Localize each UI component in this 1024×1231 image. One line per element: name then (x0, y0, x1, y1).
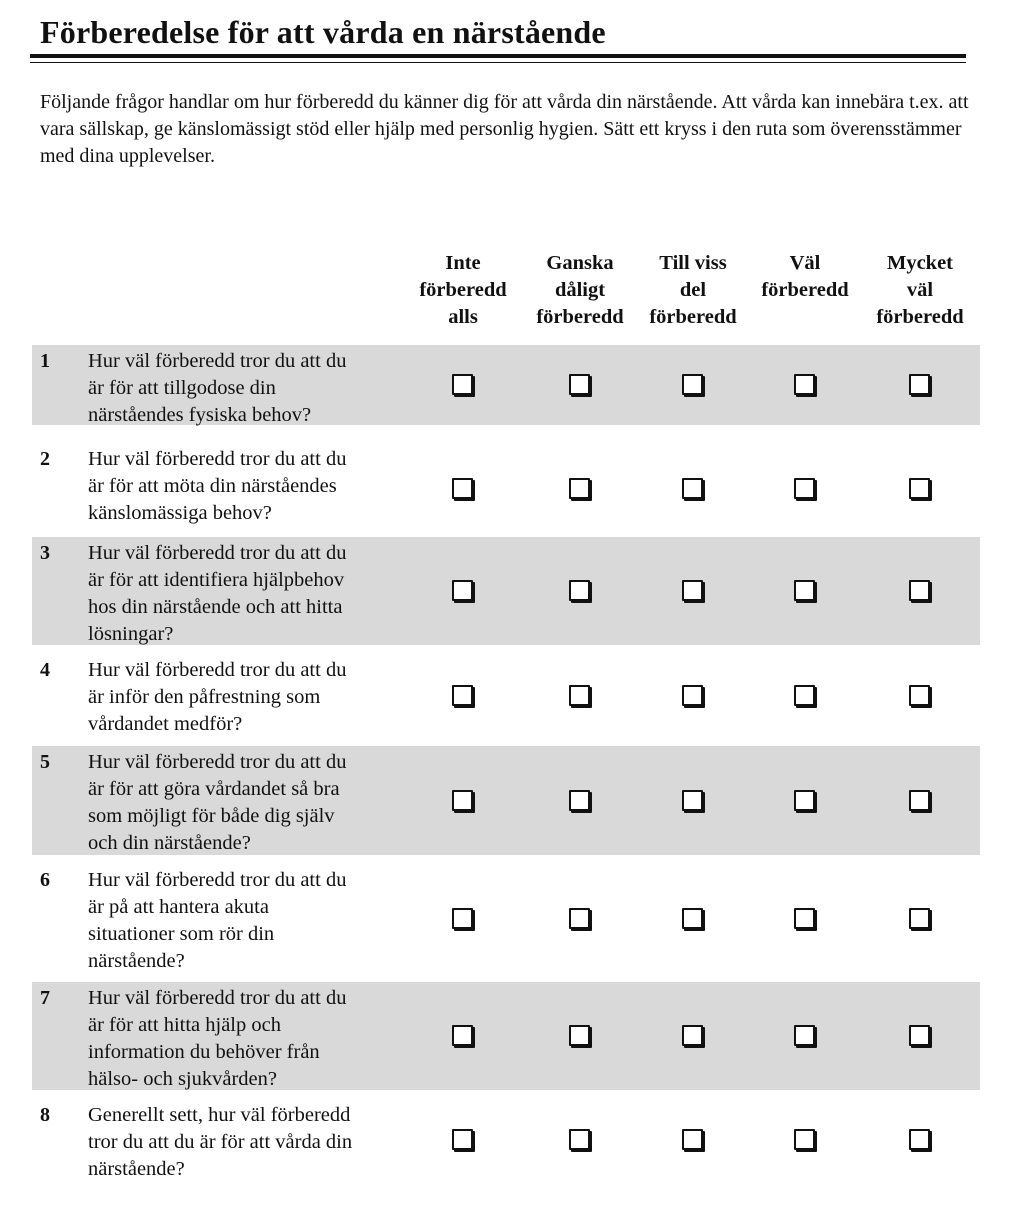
checkbox-ganska-daligt-forberedd[interactable] (569, 580, 590, 601)
question-text: Hur väl förberedd tror du att du är för att hitta hjälp och information du behöver från hälso- och sjukvården? (88, 987, 347, 1090)
checkbox-val-forberedd[interactable] (794, 1129, 815, 1150)
checkbox-ganska-daligt-forberedd[interactable] (569, 1129, 590, 1150)
page-title: Förberedelse för att vårda en närstående (40, 14, 606, 50)
checkbox-inte-forberedd-alls[interactable] (452, 685, 473, 706)
checkbox-mycket-val-forberedd[interactable] (909, 685, 930, 706)
column-header-till-viss-del-forberedd: Till viss del förberedd (649, 252, 737, 328)
checkbox-till-viss-del-forberedd[interactable] (682, 580, 703, 601)
question-text: Hur väl förberedd tror du att du är för att göra vårdandet så bra som möjligt för både dig själv och din närstående? (88, 751, 347, 854)
question-row (32, 855, 980, 982)
question-number: 2 (40, 448, 50, 470)
checkbox-val-forberedd[interactable] (794, 790, 815, 811)
question-row (32, 746, 980, 855)
title-underline-thin (30, 62, 966, 63)
column-header-inte-forberedd-alls: Inte förberedd alls (419, 252, 507, 328)
question-row (32, 537, 980, 645)
checkbox-inte-forberedd-alls[interactable] (452, 580, 473, 601)
checkbox-till-viss-del-forberedd[interactable] (682, 790, 703, 811)
column-header-val-forberedd: Väl förberedd (761, 252, 849, 301)
checkbox-mycket-val-forberedd[interactable] (909, 790, 930, 811)
checkbox-till-viss-del-forberedd[interactable] (682, 1129, 703, 1150)
checkbox-inte-forberedd-alls[interactable] (452, 908, 473, 929)
checkbox-mycket-val-forberedd[interactable] (909, 478, 930, 499)
checkbox-inte-forberedd-alls[interactable] (452, 790, 473, 811)
checkbox-inte-forberedd-alls[interactable] (452, 478, 473, 499)
question-text: Hur väl förberedd tror du att du är för att möta din närståendes känslomässiga behov? (88, 448, 347, 524)
checkbox-ganska-daligt-forberedd[interactable] (569, 908, 590, 929)
checkbox-val-forberedd[interactable] (794, 1025, 815, 1046)
question-number: 5 (40, 751, 50, 773)
question-text: Generellt sett, hur väl förberedd tror du att du är för att vårda din närstående? (88, 1104, 353, 1180)
column-header-ganska-daligt-forberedd: Ganska dåligt förberedd (536, 252, 624, 328)
question-text: Hur väl förberedd tror du att du är på att hantera akuta situationer som rör din närstående? (88, 869, 347, 972)
checkbox-ganska-daligt-forberedd[interactable] (569, 1025, 590, 1046)
checkbox-mycket-val-forberedd[interactable] (909, 374, 930, 395)
question-number: 1 (40, 350, 50, 372)
question-number: 7 (40, 987, 50, 1009)
checkbox-val-forberedd[interactable] (794, 478, 815, 499)
title-underline (30, 54, 966, 58)
column-header-mycket-val-forberedd: Mycket väl förberedd (876, 252, 964, 328)
checkbox-mycket-val-forberedd[interactable] (909, 1129, 930, 1150)
checkbox-mycket-val-forberedd[interactable] (909, 1025, 930, 1046)
checkbox-till-viss-del-forberedd[interactable] (682, 478, 703, 499)
checkbox-mycket-val-forberedd[interactable] (909, 580, 930, 601)
checkbox-till-viss-del-forberedd[interactable] (682, 374, 703, 395)
question-number: 3 (40, 542, 50, 564)
checkbox-val-forberedd[interactable] (794, 685, 815, 706)
checkbox-ganska-daligt-forberedd[interactable] (569, 374, 590, 395)
checkbox-val-forberedd[interactable] (794, 580, 815, 601)
checkbox-till-viss-del-forberedd[interactable] (682, 1025, 703, 1046)
question-row (32, 1090, 980, 1190)
checkbox-val-forberedd[interactable] (794, 374, 815, 395)
checkbox-val-forberedd[interactable] (794, 908, 815, 929)
question-text: Hur väl förberedd tror du att du är inför den påfrestning som vårdandet medför? (88, 659, 347, 735)
checkbox-inte-forberedd-alls[interactable] (452, 374, 473, 395)
question-row (32, 982, 980, 1090)
intro-text: Följande frågor handlar om hur förberedd du känner dig för att vårda din närstående. Att vårda kan innebära t.ex. att vara sällskap, ge känslomässigt stöd eller hjälp med personlig hygien. Sätt ett kryss i den ruta som överensstämmer med dina upplevelser. (40, 91, 969, 167)
checkbox-inte-forberedd-alls[interactable] (452, 1129, 473, 1150)
question-text: Hur väl förberedd tror du att du är för att identifiera hjälpbehov hos din närstående och att hitta lösningar? (88, 542, 347, 645)
question-number: 4 (40, 659, 50, 681)
question-row (32, 345, 980, 425)
question-text: Hur väl förberedd tror du att du är för att tillgodose din närståendes fysiska behov? (88, 350, 347, 426)
question-row (32, 440, 980, 537)
checkbox-till-viss-del-forberedd[interactable] (682, 908, 703, 929)
checkbox-mycket-val-forberedd[interactable] (909, 908, 930, 929)
question-row (32, 645, 980, 746)
question-number: 6 (40, 869, 50, 891)
checkbox-till-viss-del-forberedd[interactable] (682, 685, 703, 706)
question-number: 8 (40, 1104, 50, 1126)
checkbox-ganska-daligt-forberedd[interactable] (569, 685, 590, 706)
checkbox-ganska-daligt-forberedd[interactable] (569, 478, 590, 499)
checkbox-inte-forberedd-alls[interactable] (452, 1025, 473, 1046)
checkbox-ganska-daligt-forberedd[interactable] (569, 790, 590, 811)
